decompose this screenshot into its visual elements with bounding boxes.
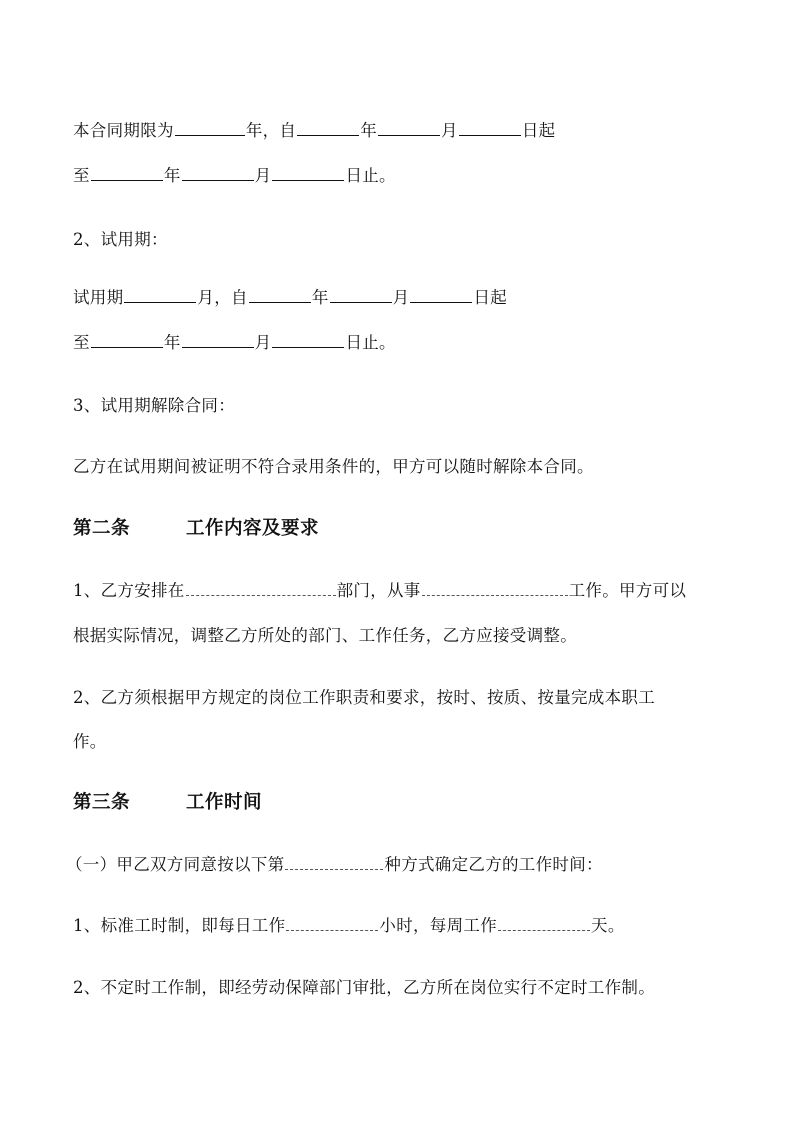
contract-term-end-line [73, 165, 733, 187]
text: 日起 [473, 288, 508, 307]
text: 1、乙方安排在 [73, 581, 185, 600]
text: 日起 [521, 121, 556, 140]
text: 年 [311, 288, 329, 307]
text: 年 [163, 333, 181, 352]
text: 本合同期限为 [73, 121, 174, 140]
contract-term-line [73, 120, 733, 142]
text: 年，自 [245, 121, 297, 140]
article-2-p2-line1: 2、乙方须根据甲方规定的岗位工作职责和要求，按时、按质、按量完成本职工 [73, 688, 655, 707]
start-day-blank[interactable] [459, 120, 521, 136]
text: 部门，从事 [336, 581, 421, 600]
text: 工作。甲方可以 [568, 581, 687, 600]
method-blank[interactable] [285, 854, 383, 870]
job-blank[interactable] [422, 580, 568, 596]
text: 小时，每周工作 [379, 916, 498, 935]
text: 月 [392, 288, 410, 307]
text: 月 [441, 121, 458, 140]
text: 试用期 [73, 288, 124, 307]
probation-end-year-blank[interactable] [91, 332, 163, 348]
start-month-blank[interactable] [378, 120, 440, 136]
article-number: 第二条 [73, 518, 131, 539]
text: 天。 [591, 916, 625, 935]
termination-heading: 3、试用期解除合同： [73, 396, 235, 415]
probation-months-blank[interactable] [124, 287, 196, 303]
article-title: 工作时间 [186, 792, 263, 813]
article-2-p1-line1 [73, 580, 733, 602]
text: 至 [73, 333, 90, 352]
start-year-blank[interactable] [297, 120, 359, 136]
text: 种方式确定乙方的工作时间： [384, 855, 603, 874]
end-year-blank[interactable] [91, 165, 163, 181]
article-3-p0 [66, 854, 733, 876]
text: （一）甲乙双方同意按以下第 [66, 855, 285, 874]
article-title: 工作内容及要求 [186, 518, 320, 539]
probation-end-month-blank[interactable] [182, 332, 254, 348]
hours-per-day-blank[interactable] [286, 915, 378, 931]
text: 月 [254, 166, 272, 185]
article-3-p2: 2、不定时工作制，即经劳动保障部门审批，乙方所在岗位实行不定时工作制。 [73, 978, 655, 997]
probation-line [73, 287, 733, 309]
text: 日止。 [345, 333, 396, 352]
probation-end-line [73, 332, 733, 354]
probation-end-day-blank[interactable] [272, 332, 344, 348]
article-3-heading [73, 792, 733, 814]
probation-start-month-blank[interactable] [330, 287, 392, 303]
text: 1、标准工时制，即每日工作 [73, 916, 286, 935]
article-number: 第三条 [73, 792, 131, 813]
years-blank[interactable] [175, 120, 245, 136]
article-3-p1 [73, 915, 733, 937]
end-day-blank[interactable] [272, 165, 344, 181]
probation-start-day-blank[interactable] [410, 287, 472, 303]
end-month-blank[interactable] [182, 165, 254, 181]
text: 月，自 [197, 288, 248, 307]
text: 月 [254, 333, 272, 352]
department-blank[interactable] [186, 580, 336, 596]
text: 至 [73, 166, 90, 185]
days-per-week-blank[interactable] [498, 915, 590, 931]
article-2-p1-line2: 根据实际情况，调整乙方所处的部门、工作任务，乙方应接受调整。 [73, 626, 577, 645]
probation-start-year-blank[interactable] [249, 287, 311, 303]
article-2-p2-line2: 作。 [73, 732, 107, 751]
text: 日止。 [345, 166, 396, 185]
probation-heading: 2、试用期： [73, 230, 168, 249]
article-2-heading [73, 518, 733, 540]
text: 年 [360, 121, 378, 140]
text: 年 [163, 166, 181, 185]
termination-text: 乙方在试用期间被证明不符合录用条件的，甲方可以随时解除本合同。 [73, 457, 594, 476]
